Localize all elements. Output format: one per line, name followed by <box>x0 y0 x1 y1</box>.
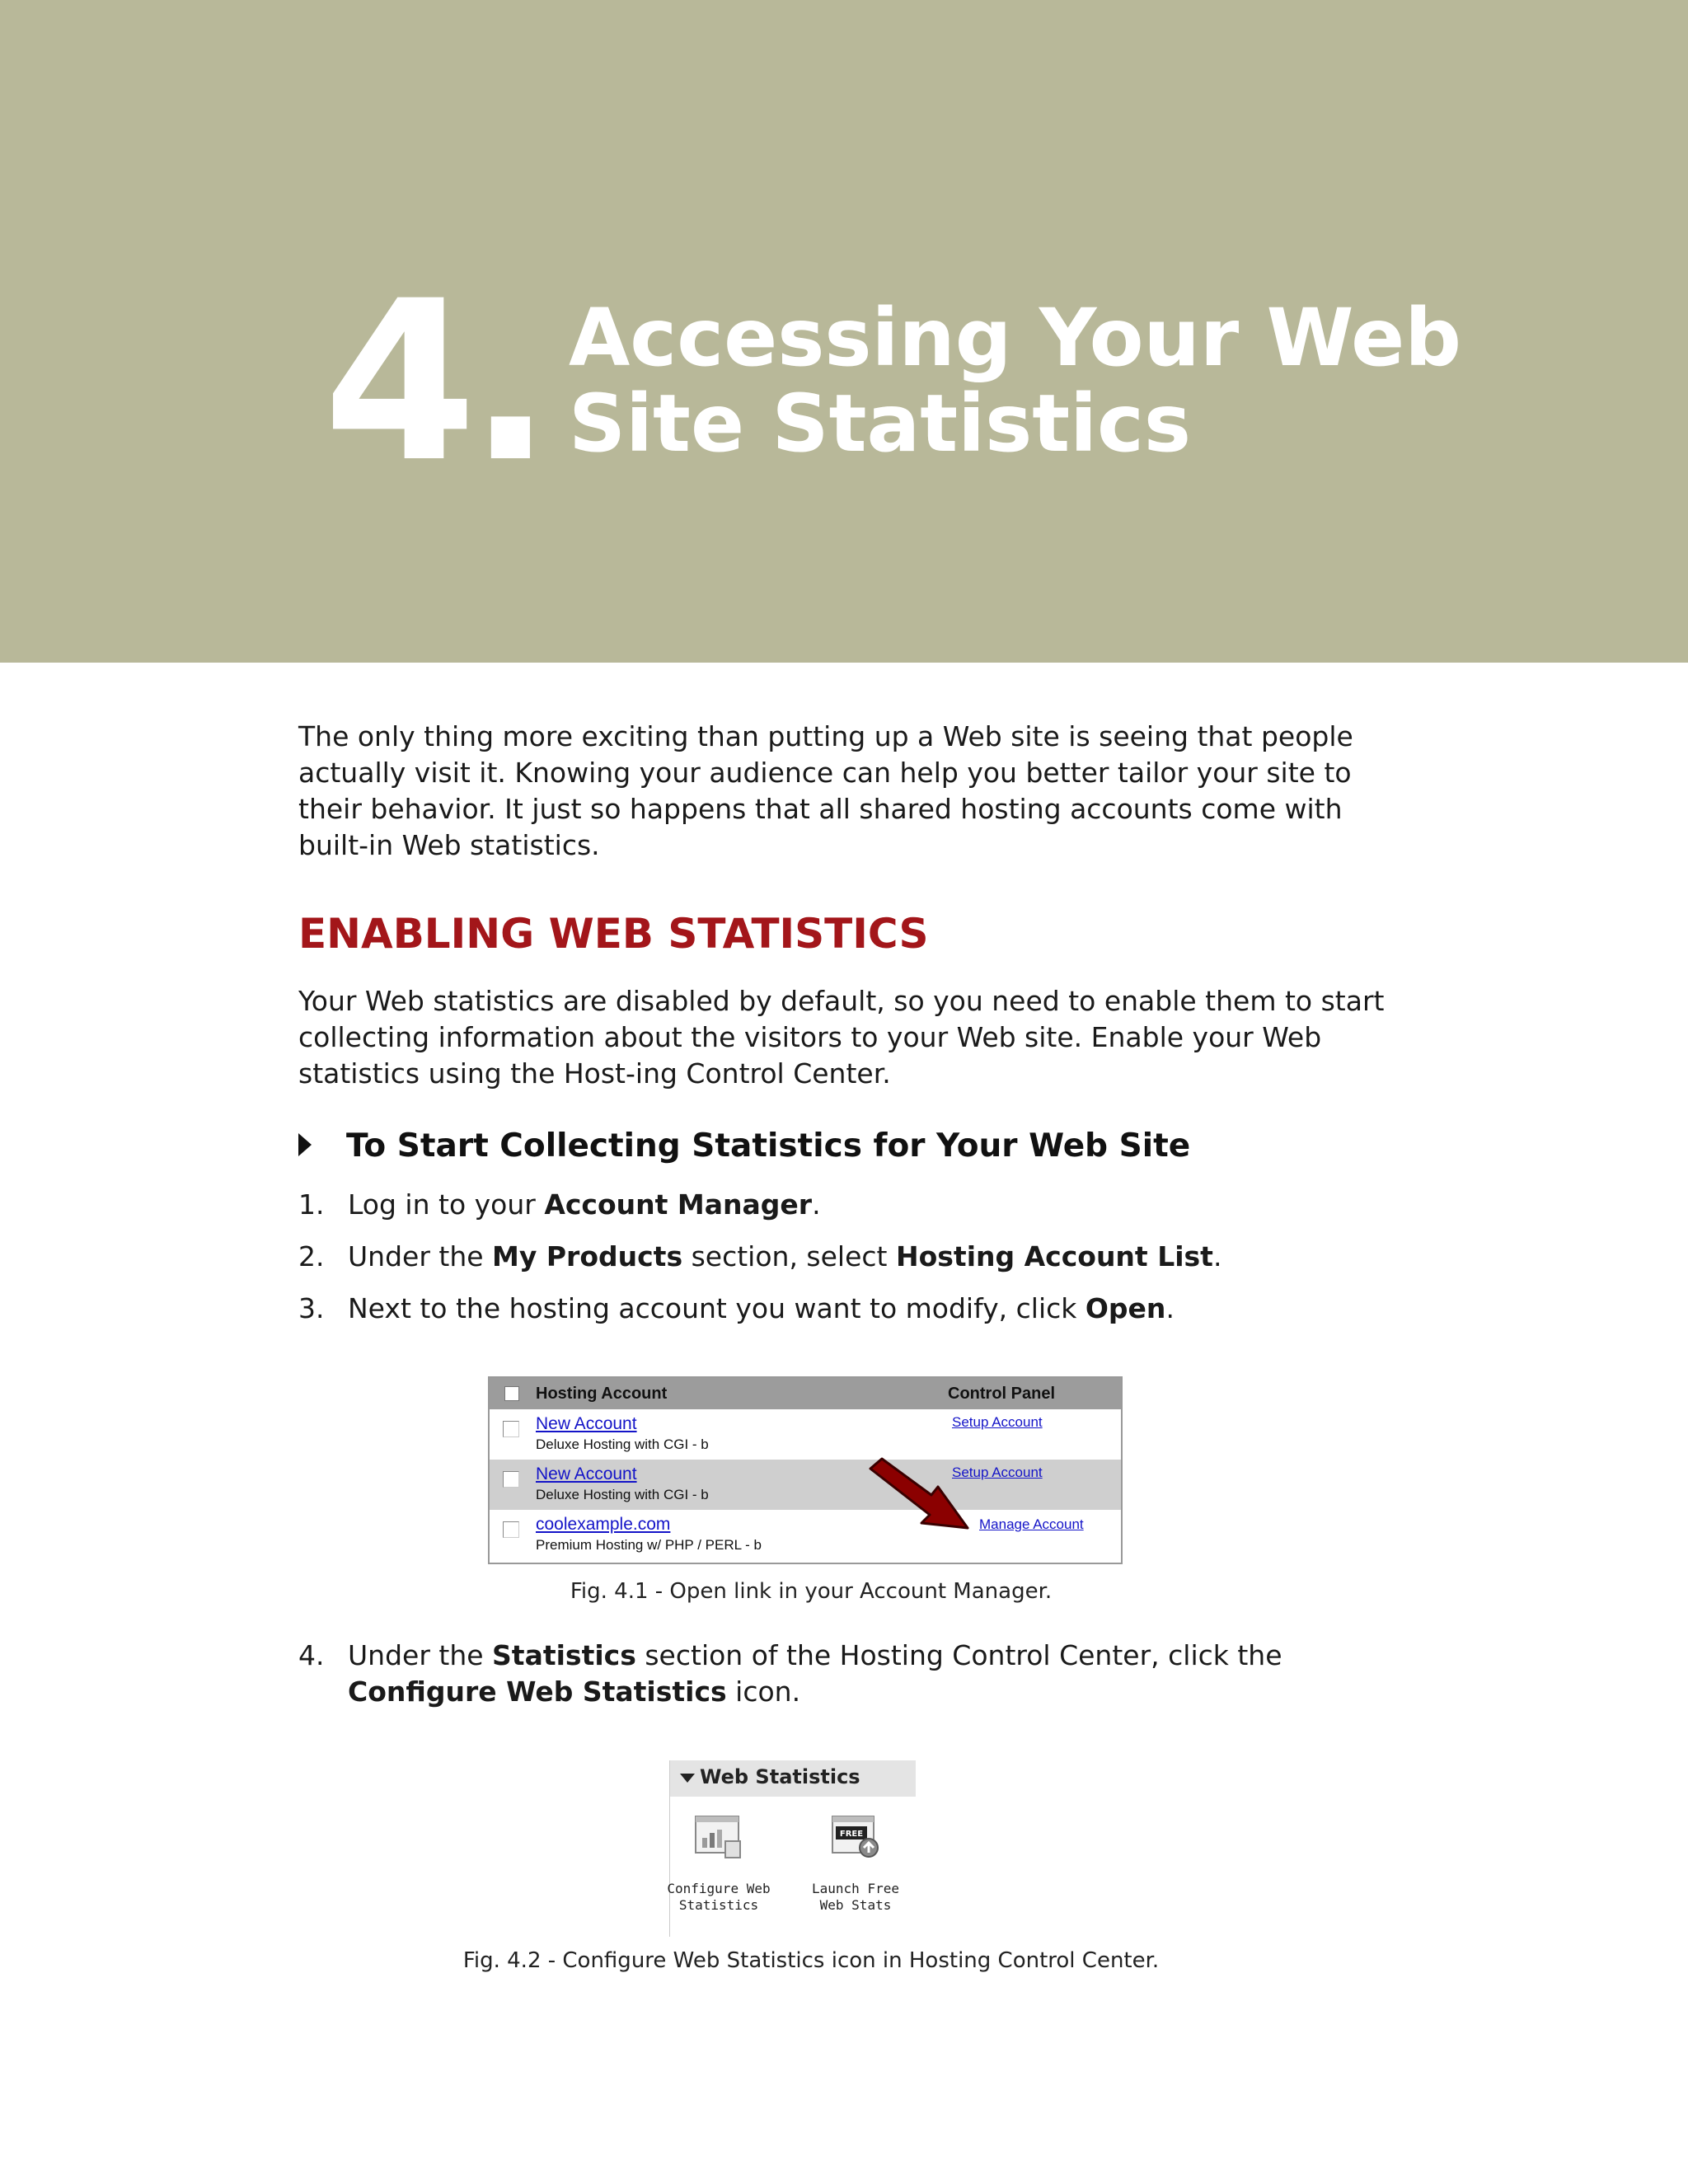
account-plan: Deluxe Hosting with CGI - b <box>536 1487 709 1502</box>
row-checkbox[interactable] <box>503 1521 519 1538</box>
section-heading: ENABLING WEB STATISTICS <box>298 910 929 958</box>
step-text: Log in to your <box>348 1188 545 1221</box>
step-text: icon. <box>726 1675 801 1708</box>
chapter-number: 4. <box>323 254 545 511</box>
icon-label-line: Launch Free <box>812 1881 899 1896</box>
step-number: 3. <box>298 1292 325 1324</box>
row-checkbox[interactable] <box>503 1421 519 1437</box>
triangle-bullet-icon <box>298 1133 312 1156</box>
account-name-link[interactable]: New Account <box>536 1414 637 1433</box>
setup-account-link[interactable]: Setup Account <box>952 1414 1043 1430</box>
procedure-title-text: To Start Collecting Statistics for Your Web Site <box>346 1127 1191 1165</box>
table-row <box>490 1510 1121 1560</box>
step-bold-term: Statistics <box>492 1639 636 1671</box>
icon-label-line: Web Stats <box>819 1897 892 1913</box>
step-number: 1. <box>298 1188 325 1221</box>
step-bold-term: My Products <box>492 1240 683 1272</box>
step-number: 2. <box>298 1240 325 1272</box>
figure-caption-4-1: Fig. 4.1 - Open link in your Account Manager. <box>570 1579 1053 1604</box>
setup-account-link[interactable]: Setup Account <box>952 1465 1043 1480</box>
web-statistics-panel <box>669 1760 917 1937</box>
panel-title: Web Statistics <box>700 1765 860 1788</box>
panel-header[interactable] <box>669 1760 916 1797</box>
launch-free-web-stats-icon[interactable] <box>831 1815 880 1861</box>
chapter-title-line-2: Site Statistics <box>569 377 1192 470</box>
step-text: . <box>1165 1292 1175 1324</box>
step-bold-term: Hosting Account List <box>895 1240 1213 1272</box>
configure-web-statistics-icon[interactable] <box>694 1815 743 1861</box>
account-plan: Premium Hosting w/ PHP / PERL - b <box>536 1537 762 1553</box>
select-all-checkbox[interactable] <box>504 1386 519 1401</box>
step-bold-term: Configure Web Statistics <box>348 1675 727 1708</box>
figure-caption-4-2: Fig. 4.2 - Configure Web Statistics icon in Hosting Control Center. <box>462 1948 1160 1973</box>
free-badge-text: FREE <box>839 1830 864 1839</box>
table-row <box>490 1460 1121 1510</box>
launch-free-web-stats-label[interactable] <box>798 1881 913 1914</box>
row-checkbox[interactable] <box>503 1471 519 1488</box>
step-text: section of the Hosting Control Center, click the <box>635 1639 1282 1671</box>
chapter-banner <box>0 0 1688 663</box>
section-body: Your Web statistics are disabled by default, so you need to enable them to start collecting information about the visitors to your Web site. Enable your Web statistics using the Host-ing Control Center. <box>298 985 1385 1090</box>
step-text: section, select <box>682 1240 896 1272</box>
procedure-title <box>298 1127 1190 1165</box>
step-text: . <box>812 1188 821 1221</box>
pointer-arrow-icon <box>864 1457 971 1531</box>
chapter-title-line-1: Accessing Your Web <box>569 292 1461 384</box>
column-header-hosting-account: Hosting Account <box>536 1385 668 1403</box>
collapse-triangle-icon[interactable] <box>680 1774 695 1783</box>
table-row <box>490 1409 1121 1460</box>
step-text: Next to the hosting account you want to modify, click <box>348 1292 1085 1324</box>
hosting-account-table <box>488 1376 1123 1564</box>
step-bold-term: Account Manager <box>544 1188 813 1221</box>
manage-account-link[interactable]: Manage Account <box>979 1516 1084 1532</box>
account-plan: Deluxe Hosting with CGI - b <box>536 1436 709 1452</box>
step-number: 4. <box>298 1639 325 1671</box>
step-text: Under the <box>348 1240 493 1272</box>
icon-label-line: Configure Web <box>667 1881 771 1896</box>
account-name-link[interactable]: coolexample.com <box>536 1515 671 1534</box>
icon-label-line: Statistics <box>678 1897 759 1913</box>
configure-web-statistics-label[interactable] <box>661 1881 776 1914</box>
intro-paragraph: The only thing more exciting than putting up a Web site is seeing that people actually visit it. Knowing your audience can help you better tailor your site to their behavior. It just so happens that all shared hosting accounts come with built-in Web statistics. <box>298 720 1353 861</box>
step-text: Under the <box>348 1639 493 1671</box>
panel-border <box>669 1797 670 1937</box>
step-text: . <box>1212 1240 1222 1272</box>
table-header <box>490 1378 1121 1409</box>
step-bold-term: Open <box>1085 1292 1166 1324</box>
chapter-title <box>569 292 1475 470</box>
column-header-control-panel: Control Panel <box>948 1385 1056 1403</box>
account-name-link[interactable]: New Account <box>536 1465 637 1483</box>
